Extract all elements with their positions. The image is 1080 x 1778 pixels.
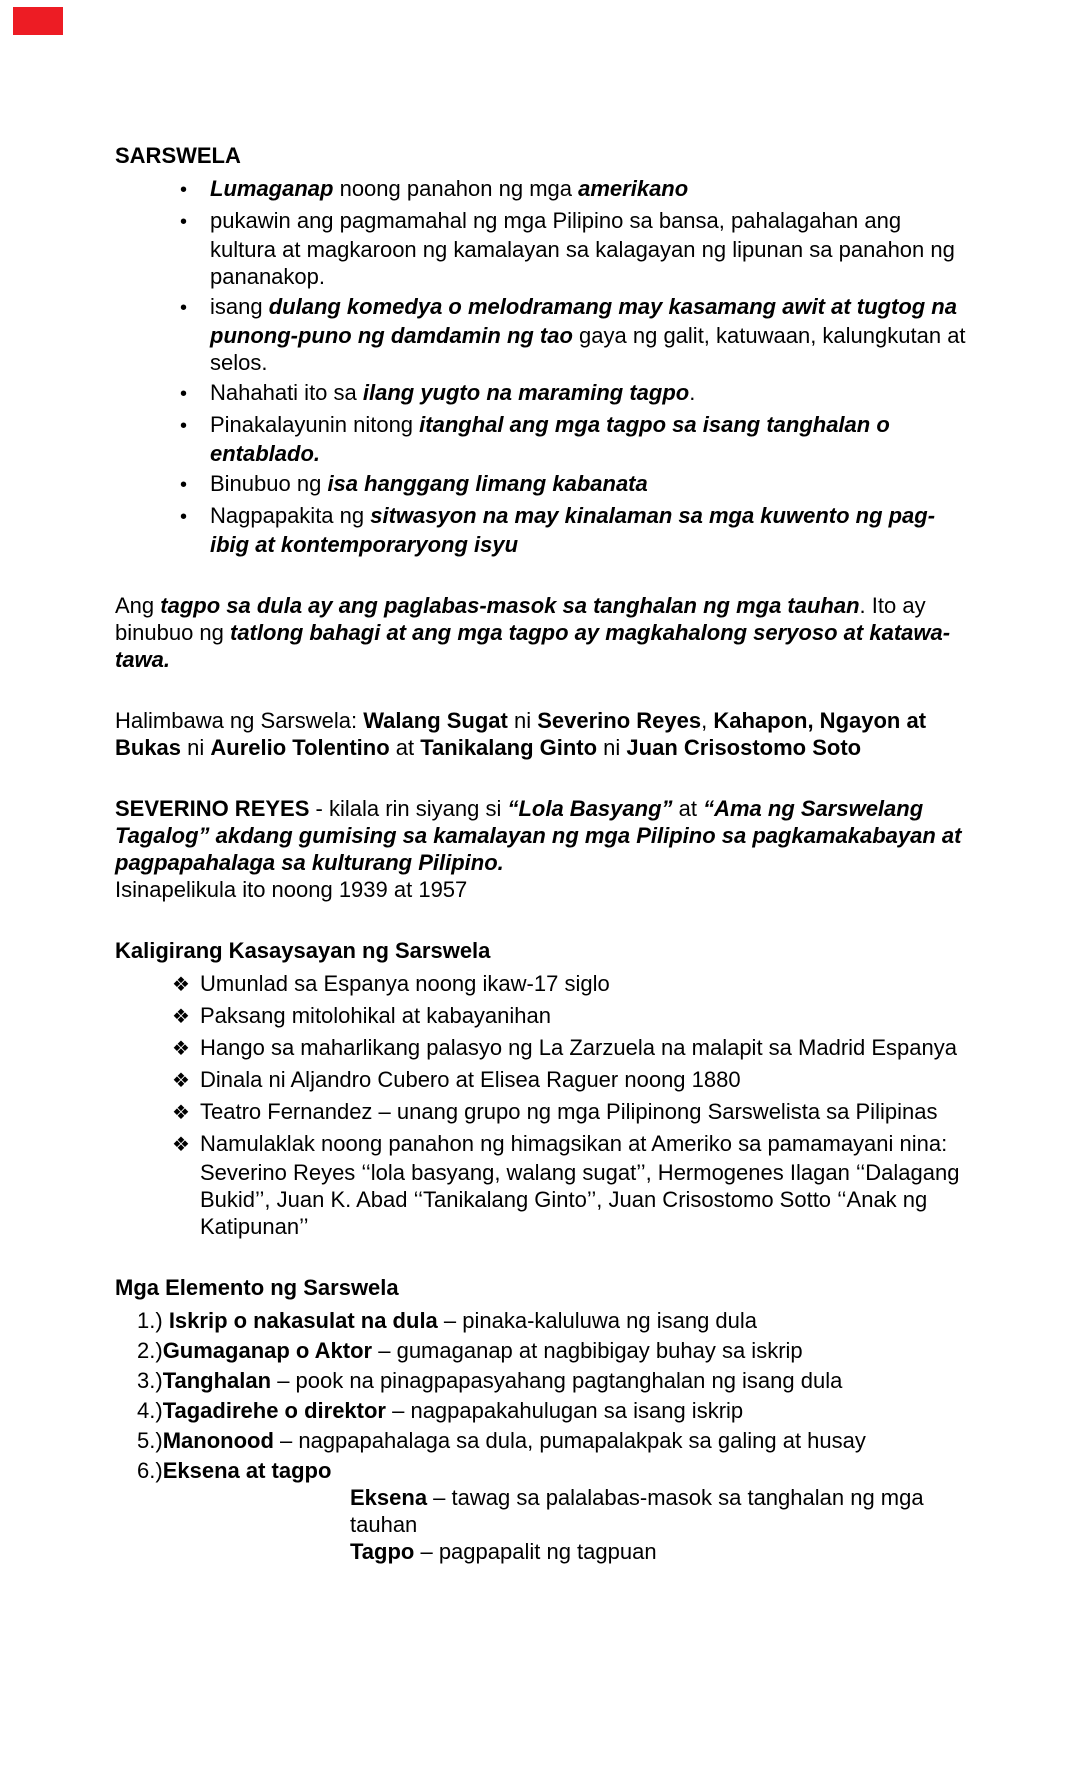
text-run: - kilala rin siyang si (309, 796, 508, 821)
section-heading (115, 937, 968, 964)
bullet-icon: • (180, 506, 188, 528)
sub-definition (350, 1538, 968, 1565)
text-run: “Lola Basyang” (507, 796, 673, 821)
bullet-icon: • (180, 211, 188, 233)
list-item (115, 502, 968, 558)
text-run: Hango sa maharlikang palasyo ng La Zarzuela na malapit sa Madrid Espanya (200, 1035, 957, 1060)
text-run: amerikano (578, 176, 689, 201)
text-run: – pook na pinagpapasyahang pagtanghalan ng isang dula (271, 1368, 843, 1393)
text-run: Gumaganap o Aktor (162, 1338, 373, 1363)
numbered-item (115, 1457, 968, 1484)
text-run: Kaligirang Kasaysayan ng Sarswela (115, 938, 491, 963)
text-run: sitwasyon na may kinalaman sa mga kuwento ng pag-ibig at kontemporaryong isyu (210, 503, 936, 557)
text-run: Dinala ni Aljandro Cubero at Elisea Raguer noong 1880 (200, 1067, 741, 1092)
bullet-list (115, 175, 968, 558)
text-run: ilang yugto na maraming tagpo (362, 380, 690, 405)
text-run: at (672, 796, 704, 821)
text-run: Nahahati ito sa (210, 380, 363, 405)
text-run: itanghal ang mga tagpo sa isang tanghalan o entablado. (210, 412, 890, 466)
list-item (115, 411, 968, 467)
text-run: Paksang mitolohikal at kabayanihan (200, 1003, 552, 1028)
list-item (115, 470, 968, 499)
numbered-list (115, 1307, 968, 1484)
paragraph (115, 876, 968, 903)
text-run: Teatro Fernandez – unang grupo ng mga Pilipinong Sarswelista sa Pilipinas (200, 1099, 938, 1124)
text-run: Umunlad sa Espanya noong ikaw-17 siglo (200, 971, 610, 996)
list-item (115, 1066, 968, 1095)
text-run: Namulaklak noong panahon ng himagsikan at Ameriko sa pamamayani nina: Severino Reyes ‘‘lola basyang, walang sugat’’, Hermogenes Ilagan ‘‘Dalagang Bukid’’, Juan K. Abad ‘‘Tanikalang Ginto’’, Juan Crisostomo Sotto ‘‘Anak ng Katipunan’’ (200, 1131, 960, 1239)
item-number: 6.) (137, 1458, 163, 1483)
list-item (115, 1002, 968, 1031)
text-run: Isinapelikula ito noong 1939 at 1957 (115, 877, 468, 902)
text-run: Severino Reyes (537, 708, 702, 733)
bullet-icon: • (180, 297, 188, 319)
text-run: Halimbawa ng Sarswela: (115, 708, 364, 733)
text-run: Tanghalan (162, 1368, 272, 1393)
diamond-bullet-icon: ❖ (172, 1070, 190, 1092)
text-run: – pinaka-kaluluwa ng isang dula (437, 1308, 758, 1333)
text-run: “Ama ng Sarswelang Tagalog” akdang gumising sa kamalayan ng mga Pilipino sa pagkamakabayan at pagpapahalaga sa kulturang Pilipino. (115, 796, 962, 875)
numbered-item (115, 1337, 968, 1364)
text-run: Manonood (162, 1428, 274, 1453)
bullet-icon: • (180, 383, 188, 405)
text-run: gaya ng galit, katuwaan, kalungkutan at selos. (210, 323, 966, 375)
text-run: tagpo sa dula ay ang paglabas-masok sa tanghalan ng mga tauhan (160, 593, 860, 618)
text-run: ni (597, 735, 627, 760)
text-run: – tawag sa palalabas-masok sa tanghalan ng mga tauhan (350, 1485, 924, 1537)
text-run: Aurelio Tolentino (210, 735, 390, 760)
text-run: Tanikalang Ginto (420, 735, 598, 760)
list-item (115, 970, 968, 999)
text-run: Mga Elemento ng Sarswela (115, 1275, 399, 1300)
text-run: , (701, 708, 714, 733)
diamond-bullet-icon: ❖ (172, 1134, 190, 1156)
text-run: pukawin ang pagmamahal ng mga Pilipino sa bansa, pahalagahan ang kultura at magkaroon ng kamalayan sa kalagayan ng lipunan sa panahon ng pananakop. (210, 208, 955, 289)
text-run: tatlong bahagi at ang mga tagpo ay magkahalong seryoso at katawa-tawa. (115, 620, 951, 672)
diamond-bullet-icon: ❖ (172, 1006, 190, 1028)
section-heading (115, 1274, 968, 1301)
sub-definitions (115, 1484, 968, 1565)
numbered-item (115, 1307, 968, 1334)
item-number: 1.) (137, 1308, 163, 1333)
text-run: at (389, 735, 421, 760)
text-run: isa hanggang limang kabanata (327, 471, 648, 496)
text-run: Eksena (350, 1485, 428, 1510)
text-run: Tagadirehe o direktor (162, 1398, 386, 1423)
text-run: – gumaganap at nagbibigay buhay sa iskrip (372, 1338, 803, 1363)
text-run: Walang Sugat (363, 708, 508, 733)
diamond-bullet-icon: ❖ (172, 1038, 190, 1060)
text-run: – nagpapahalaga sa dula, pumapalakpak sa galing at husay (273, 1428, 866, 1453)
red-marker (13, 7, 63, 35)
text-run: Eksena at tagpo (162, 1458, 332, 1483)
list-item (115, 293, 968, 376)
text-run: Kahapon, Ngayon at Bukas (115, 708, 927, 760)
list-item (115, 207, 968, 290)
text-run: . (689, 380, 696, 405)
numbered-item (115, 1427, 968, 1454)
numbered-item (115, 1397, 968, 1424)
diamond-bullet-icon: ❖ (172, 974, 190, 996)
text-run: noong panahon ng mga (333, 176, 579, 201)
diamond-list (115, 970, 968, 1240)
text-run: Nagpapakita ng (210, 503, 371, 528)
paragraph (115, 795, 968, 876)
sub-definition (350, 1484, 968, 1538)
text-run: Pinakalayunin nitong (210, 412, 420, 437)
text-run: SEVERINO REYES (115, 796, 310, 821)
text-run: dulang komedya o melodramang may kasamang awit at tugtog na punong-puno ng damdamin ng tao (210, 294, 957, 348)
text-run: – nagpapakahulugan sa isang iskrip (386, 1398, 744, 1423)
paragraph (115, 592, 968, 673)
item-number: 5.) (137, 1428, 163, 1453)
diamond-bullet-icon: ❖ (172, 1102, 190, 1124)
text-run: Ang (115, 593, 161, 618)
text-run: SARSWELA (115, 143, 241, 168)
text-run: . Ito ay binubuo ng (115, 593, 926, 645)
text-run: Tagpo (350, 1539, 415, 1564)
list-item (115, 175, 968, 204)
list-item (115, 379, 968, 408)
text-run: ni (181, 735, 211, 760)
text-run: Binubuo ng (210, 471, 328, 496)
list-item (115, 1034, 968, 1063)
list-item (115, 1130, 968, 1240)
text-run: Lumaganap (210, 176, 334, 201)
bullet-icon: • (180, 474, 188, 496)
bullet-icon: • (180, 179, 188, 201)
numbered-item (115, 1367, 968, 1394)
list-item (115, 1098, 968, 1127)
paragraph (115, 707, 968, 761)
text-run: – pagpapalit ng tagpuan (414, 1539, 657, 1564)
text-run: Juan Crisostomo Soto (626, 735, 862, 760)
item-number: 2.) (137, 1338, 163, 1363)
item-number: 3.) (137, 1368, 163, 1393)
item-number: 4.) (137, 1398, 163, 1423)
text-run: ni (507, 708, 538, 733)
bullet-icon: • (180, 415, 188, 437)
text-run: Iskrip o nakasulat na dula (168, 1308, 438, 1333)
section-heading (115, 142, 968, 169)
text-run: isang (210, 294, 269, 319)
